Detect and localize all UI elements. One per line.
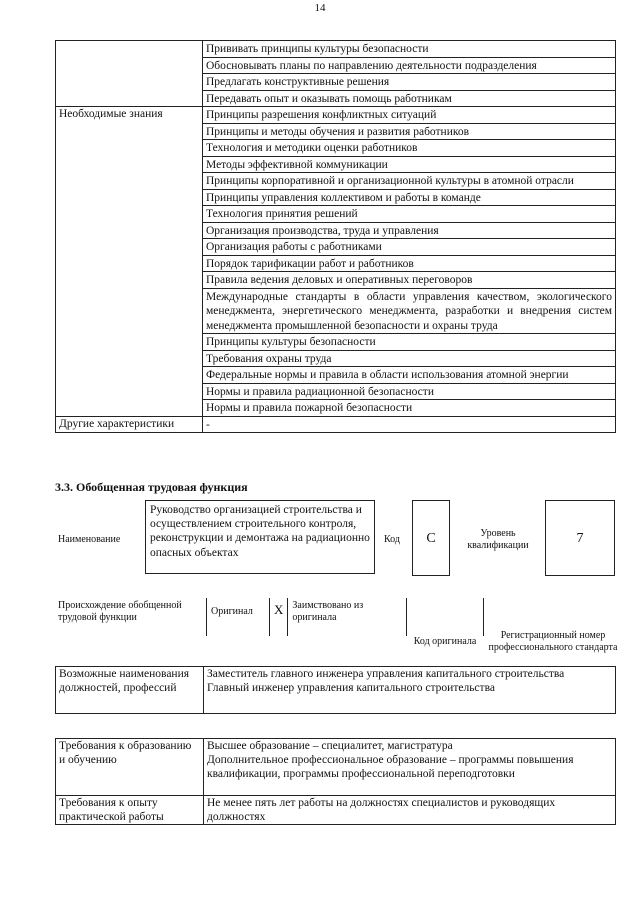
knowledge-item: Принципы разрешения конфликтных ситуаций [203,107,616,124]
knowledge-item: Принципы и методы обучения и развития работников [203,123,616,140]
skill-item: Передавать опыт и оказывать помощь работникам [203,90,616,107]
knowledge-item: Нормы и правила радиационной безопасности [203,383,616,400]
education-line: Дополнительное профессиональное образование – программы повышения квалификации, программы профессиональной переподготовки [207,754,574,781]
skill-item: Обосновывать планы по направлению деятельности подразделения [203,57,616,74]
origin-label: Происхождение обобщенной трудовой функции [58,600,182,623]
positions-value [204,667,616,714]
position-line: Главный инженер управления капитального строительства [207,682,495,695]
knowledge-item: Принципы культуры безопасности [203,334,616,351]
qualification-level-value: 7 [545,500,615,576]
origin-original: Оригинал [207,598,270,636]
section-heading: 3.3. Обобщенная трудовая функция [55,480,248,494]
skill-item: Прививать принципы культуры безопасности [203,41,616,58]
positions-label: Возможные наименования должностей, профессий [56,667,204,714]
education-label: Требования к образованию и обучению [56,739,204,796]
origin-borrowed: Заимствовано из оригинала [288,598,407,636]
page-number: 14 [314,2,326,14]
requirements-table [55,738,616,825]
knowledge-item: Технология принятия решений [203,206,616,223]
registration-caption: Регистрационный номер профессионального стандарта [488,630,618,653]
knowledge-label: Необходимые знания [56,107,203,417]
code-value: C [412,500,450,576]
position-line: Заместитель главного инженера управления капитального строительства [207,668,565,680]
name-label: Наименование [58,534,121,545]
origin-code-cell [407,598,484,636]
other-row [56,416,616,433]
function-name: Руководство организацией строительства и осуществлением строительного контроля, реконструкции и демонтажа на радиационно опасных объектах [145,500,375,574]
knowledge-item: Технология и методики оценки работников [203,140,616,157]
knowledge-item: Правила ведения деловых и оперативных переговоров [203,272,616,289]
experience-value: Не менее пять лет работы на должностях специалистов и руководящих должностях [204,796,616,825]
other-value: - [203,416,616,433]
qualification-level-label: Уровень квалификации [467,528,529,551]
education-value [204,739,616,796]
knowledge-item: Федеральные нормы и правила в области использования атомной энергии [203,367,616,384]
knowledge-item: Методы эффективной коммуникации [203,156,616,173]
knowledge-table [55,40,616,433]
other-label: Другие характеристики [56,416,203,433]
knowledge-item: Требования охраны труда [203,350,616,367]
knowledge-item: Принципы управления коллективом и работы в команде [203,189,616,206]
code-label: Код [384,534,400,545]
origin-mark: X [270,598,288,636]
positions-table [55,666,616,714]
knowledge-item: Организация работы с работниками [203,239,616,256]
knowledge-item: Нормы и правила пожарной безопасности [203,400,616,417]
code-caption: Код оригинала [413,636,477,647]
skills-label-cell [56,41,203,107]
knowledge-row [56,107,616,124]
knowledge-item: Принципы корпоративной и организационной культуры в атомной отрасли [203,173,616,190]
knowledge-item: Организация производства, труда и управления [203,222,616,239]
skill-row [56,41,616,58]
knowledge-item: Международные стандарты в области управления качеством, экологического менеджмента, энергетического менеджмента, разработки и внедрения систем менеджмента промышленной безопасности и охраны труда [203,288,616,334]
skill-item: Предлагать конструктивные решения [203,74,616,91]
knowledge-item: Порядок тарификации работ и работников [203,255,616,272]
experience-label: Требования к опыту практической работы [56,796,204,825]
education-line: Высшее образование – специалитет, магистратура [207,740,453,752]
